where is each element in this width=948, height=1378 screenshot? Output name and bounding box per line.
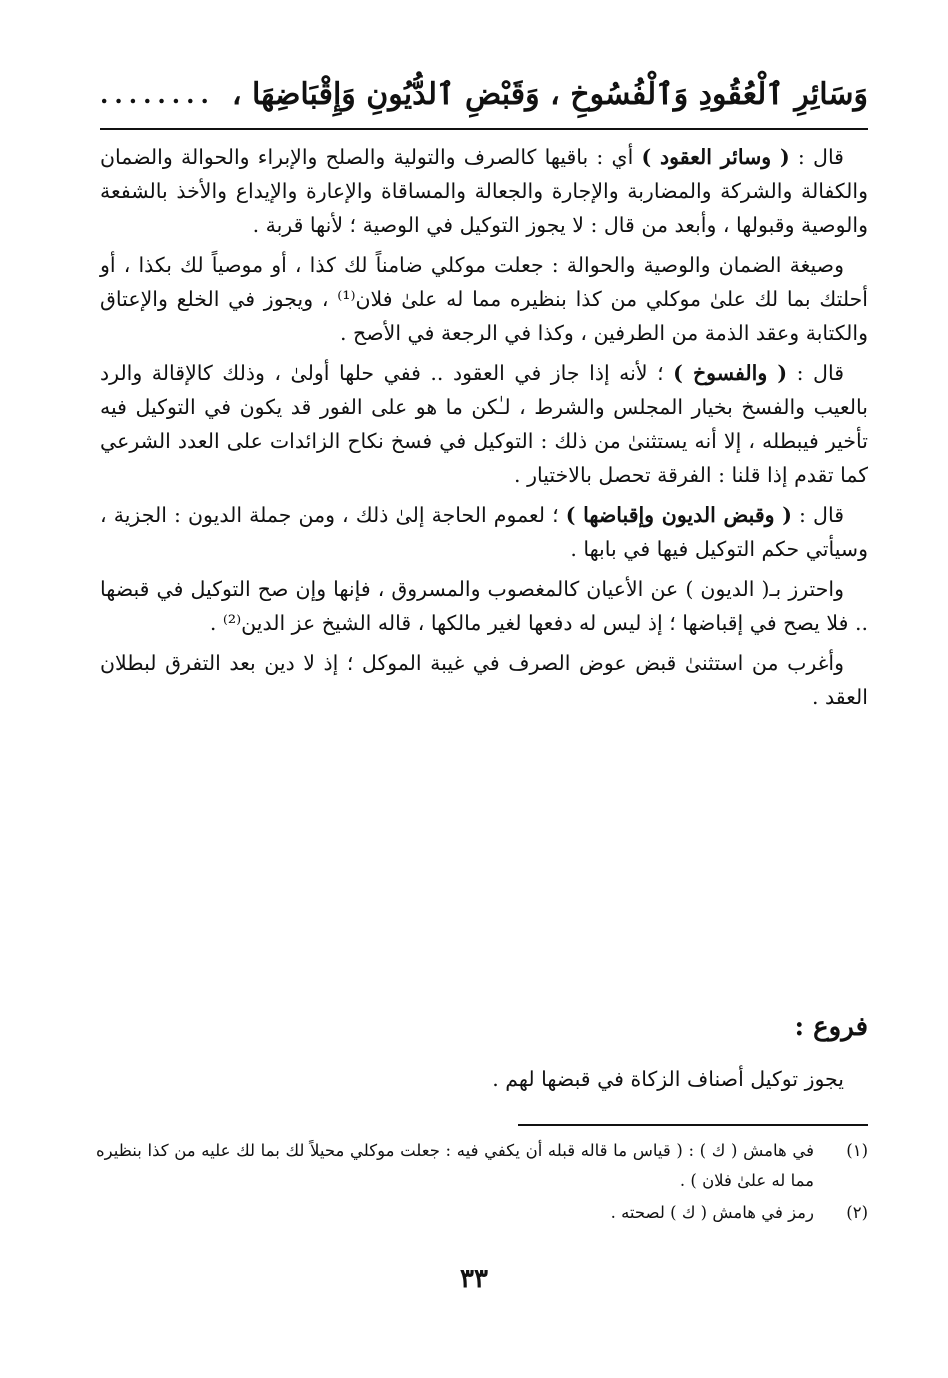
footnote-text: رمز في هامش ( ك ) لصحته .	[610, 1203, 814, 1222]
footnote-text: في هامش ( ك ) : ( قياس ما قاله قبله أن يكفي فيه : جعلت موكلي محيلاً لك بما لك عليه من كذا بنظيره مما له علىٰ فلان ) .	[96, 1141, 814, 1190]
quoted-matn: ( وقبض الديون وإقباضها )	[565, 503, 792, 527]
paragraph	[100, 248, 868, 350]
furu-heading: فروع :	[794, 1012, 868, 1042]
paragraph-text: ؛ لعموم الحاجة إلىٰ ذلك ، ومن جملة الديون : الجزية ، وسيأتي حكم التوكيل فيها في بابها .	[100, 503, 868, 561]
quoted-matn: ( والفسوخ )	[673, 361, 788, 385]
paragraph-lead: قال :	[791, 503, 844, 527]
top-rule	[100, 128, 868, 130]
quoted-matn: ( وسائر العقود )	[641, 145, 790, 169]
paragraph-lead: قال :	[789, 145, 844, 169]
paragraph	[100, 498, 868, 566]
paragraph-lead: قال :	[787, 361, 844, 385]
matn-text: وَسَائِرِ ٱلْعُقُودِ وَٱلْفُسُوخِ ، وَقَبْضِ ٱلدُّيُونِ وَإِقْبَاضِهَا ،	[231, 76, 868, 112]
paragraph-text: وأغرب من استثنىٰ قبض عوض الصرف في غيبة الموكل ؛ إذ لا دين بعد التفرق لبطلان العقد .	[100, 651, 868, 709]
paragraph-text: ؛ لأنه إذا جاز في العقود .. ففي حلها أولىٰ ، وذلك كالإقالة والرد بالعيب والفسخ بخيار المجلس والشرط ، لـٰكن ما هو على الفور قد يكون في التوكيل فيه تأخير فيبطله ، إلا أنه يستثنىٰ من ذلك : التوكيل في فسخ نكاح الزائدات على العدد الشرعي كما تقدم إذا قلنا : الفرقة تحصل بالاختيار .	[100, 361, 868, 487]
paragraph	[100, 140, 868, 242]
footnote	[96, 1198, 868, 1228]
furu-text: يجوز توكيل أصناف الزكاة في قبضها لهم .	[492, 1067, 844, 1091]
footnotes	[96, 1136, 868, 1230]
commentary-body	[100, 140, 868, 720]
page-number: ٣٣	[460, 1264, 488, 1294]
paragraph	[100, 356, 868, 492]
footnote	[96, 1136, 868, 1196]
footnote-rule	[518, 1124, 868, 1126]
footnote-number: (١)	[846, 1141, 868, 1160]
paragraph-text: واحترز بـ( الديون ) عن الأعيان كالمغصوب والمسروق ، فإنها وإن صح التوكيل في قبضها .. فلا يصح في إقباضها ؛ إذ ليس له دفعها لغير مالكها ، قاله الشيخ عز الدين⁽²⁾ .	[100, 577, 868, 635]
paragraph-text: أي : باقيها كالصرف والتولية والصلح والإبراء والحوالة والضمان والكفالة والشركة والمضاربة والإجارة والجعالة والمساقاة والإعارة والإيداع والأخذ بالشفعة والوصية وقبولها ، وأبعد من قال : لا يجوز التوكيل في الوصية ؛ لأنها قربة .	[100, 145, 868, 237]
paragraph-text: وصيغة الضمان والوصية والحوالة : جعلت موكلي ضامناً لك كذا ، أو موصياً لك بكذا ، أو أحلتك بما لك علىٰ موكلي من كذا بنظيره مما له علىٰ فلان⁽¹⁾ ، ويجوز في الخلع والإعتاق والكتابة وعقد الذمة من الطرفين ، وكذا في الرجعة في الأصح .	[100, 253, 868, 345]
paragraph	[100, 572, 868, 640]
matn-heading	[100, 66, 868, 122]
paragraph	[100, 646, 868, 714]
footnote-number: (٢)	[846, 1203, 868, 1222]
matn-dots: ........	[100, 79, 215, 109]
